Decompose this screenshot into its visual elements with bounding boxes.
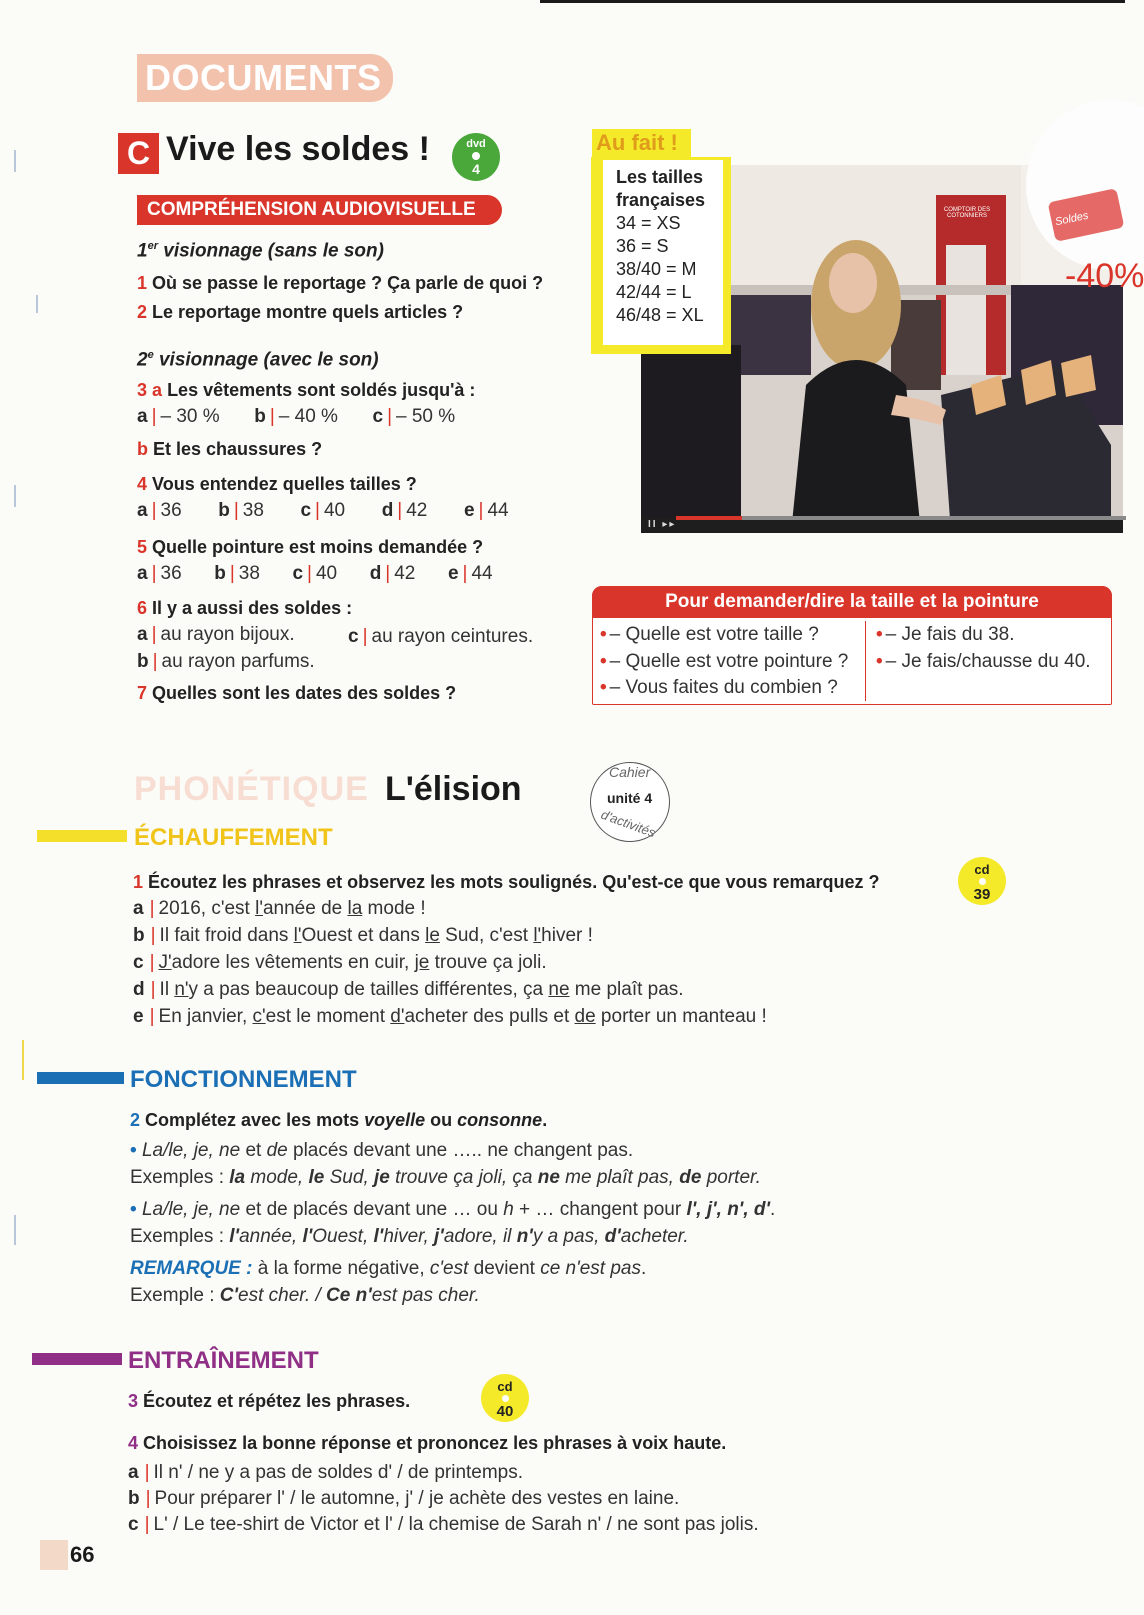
remark-text: devient	[468, 1258, 541, 1279]
sentence-part: trouve ça joli.	[429, 952, 547, 973]
option-bar: |	[387, 406, 393, 427]
sentence-c	[133, 952, 547, 974]
bullet-icon: •	[876, 624, 883, 645]
question-number: 1	[133, 872, 144, 892]
sentence-part: hiver !	[541, 925, 593, 946]
sentence-part: 2016, c'est	[158, 898, 256, 919]
option-bar: |	[150, 979, 156, 1000]
sale-sign: Soldes	[1054, 209, 1090, 229]
option-bar: |	[462, 563, 468, 584]
option-letter: b	[254, 406, 266, 427]
phrases-box-title: Pour demander/dire la taille et la pointure	[592, 586, 1112, 618]
example-text: acheter.	[620, 1226, 689, 1247]
echauffement-instruction	[133, 871, 880, 893]
question-number: 1	[137, 273, 148, 293]
option-bar: |	[149, 898, 155, 919]
example-text: adore, il	[443, 1226, 517, 1247]
cahier-bottom: d'activités	[599, 806, 658, 841]
example-label: Exemples :	[130, 1167, 230, 1188]
question-text: Les vêtements sont soldés jusqu'à :	[167, 380, 476, 400]
option-text: au rayon parfums.	[161, 651, 315, 672]
bullet-icon: •	[600, 624, 607, 645]
example-2	[130, 1226, 689, 1248]
page-number: 66	[70, 1542, 95, 1567]
sentence-letter: e	[133, 1006, 144, 1027]
phrases-divider	[865, 621, 866, 701]
rule-words: l', j', n', d'	[686, 1199, 770, 1220]
q4-options	[137, 500, 509, 522]
sentence-letter: c	[133, 952, 144, 973]
example-text: hiver,	[383, 1226, 435, 1247]
question-2	[137, 301, 463, 323]
option-bar: |	[150, 925, 156, 946]
rule-words: La/le, je, ne	[141, 1140, 241, 1161]
option-bar: |	[149, 952, 155, 973]
underlined-word: l'	[533, 925, 542, 946]
section-letter: C	[118, 133, 159, 174]
sentence-b	[133, 925, 593, 947]
option-bar: |	[315, 500, 320, 521]
example-text: y a pas,	[532, 1226, 605, 1247]
question-sub: b	[137, 439, 148, 459]
sentence-letter: a	[128, 1462, 139, 1483]
example-text: mode,	[245, 1167, 309, 1188]
store-sign: COMPTOIR DES COTONNIERS	[943, 207, 991, 219]
option-bar: |	[233, 500, 239, 521]
rule-text: et de placés devant une … ou	[240, 1199, 504, 1220]
phonetique-title: L'élision	[385, 770, 522, 808]
example-3	[130, 1285, 480, 1307]
sentence-part: Ouest et dans	[301, 925, 426, 946]
question-4	[137, 473, 417, 495]
example-bold: l'	[229, 1226, 240, 1247]
question-6	[137, 597, 352, 619]
video-progress-track[interactable]	[676, 516, 1126, 520]
comprehension-banner: COMPRÉHENSION AUDIOVISUELLE	[137, 195, 502, 225]
rule-2	[130, 1199, 775, 1221]
bullet-icon: •	[600, 677, 607, 698]
option-text: au rayon ceintures.	[371, 626, 534, 647]
option-letter: a	[137, 563, 148, 584]
option-letter: a	[137, 406, 148, 427]
sentence-part: année de	[262, 898, 348, 919]
cd-39-badge	[958, 857, 1006, 905]
disc-icon	[472, 152, 480, 160]
remark-word: ce n'est pas	[540, 1258, 642, 1279]
phrase-text: – Quelle est votre taille ?	[609, 624, 819, 645]
viewing1-title-a: 1	[137, 240, 148, 262]
phonetique-label: PHONÉTIQUE	[134, 770, 369, 808]
option-bar: |	[362, 626, 368, 647]
option-letter: c	[292, 563, 304, 584]
option-letter: c	[372, 406, 384, 427]
sentence-part: acheter des pulls et	[404, 1006, 575, 1027]
question-number: 3	[128, 1391, 139, 1411]
size-line: 36 = S	[616, 236, 669, 256]
size-line: 34 = XS	[616, 213, 681, 233]
underlined-word: J'	[158, 952, 172, 973]
underlined-word: je	[414, 952, 430, 973]
phrase-left-3	[600, 677, 838, 699]
example-bold: l'	[373, 1226, 384, 1247]
viewing1-title-b: visionnage (sans le son)	[157, 240, 384, 262]
example-bold: j'	[434, 1226, 444, 1247]
example-text: est cher. /	[238, 1285, 327, 1306]
remark-word: c'est	[429, 1258, 469, 1279]
cd-40-badge	[481, 1374, 529, 1422]
cd-label: cd	[497, 1379, 513, 1394]
discount-sign: -40%	[1065, 257, 1144, 295]
sentence-part: est le moment	[265, 1006, 391, 1027]
option-bar: |	[397, 500, 403, 521]
margin-mark	[14, 150, 16, 172]
underlined-word: l'	[293, 925, 302, 946]
sentence-part: Sud, c'est	[439, 925, 534, 946]
underlined-word: le	[425, 925, 440, 946]
sentence-e	[133, 1006, 767, 1028]
sentence-part: me plaît pas.	[569, 979, 684, 1000]
bullet-icon: •	[600, 651, 607, 672]
option-letter: b	[137, 651, 149, 672]
sentence-letter: a	[133, 898, 144, 919]
question-text: Vous entendez quelles tailles ?	[152, 474, 417, 494]
question-number: 2	[130, 1110, 141, 1130]
remark-text: .	[641, 1258, 647, 1279]
example-bold: C'	[219, 1285, 239, 1306]
option-text: 42	[394, 563, 416, 584]
question-1	[137, 272, 543, 294]
sentence-part: porter un manteau !	[595, 1006, 767, 1027]
aufait-sizes	[603, 160, 723, 345]
option-bar: |	[229, 563, 235, 584]
rule-1	[130, 1140, 633, 1162]
option-text: 42	[406, 500, 428, 521]
entrainement-sentence-b	[128, 1488, 679, 1510]
instruction-text: ou	[425, 1110, 458, 1130]
rule-words: La/le, je, ne	[141, 1199, 241, 1220]
example-bold: je	[374, 1167, 390, 1188]
fonctionnement-stripe	[37, 1072, 124, 1084]
sizes-title-line: françaises	[616, 190, 706, 210]
option-text: 44	[471, 563, 493, 584]
phrase-text: – Vous faites du combien ?	[609, 677, 838, 698]
example-text: me plaît pas,	[559, 1167, 680, 1188]
underlined-word: la	[347, 898, 363, 919]
instruction-word: consonne	[457, 1110, 543, 1130]
example-text: année,	[239, 1226, 303, 1247]
option-text: 44	[487, 500, 509, 521]
rule-text: .	[770, 1199, 776, 1220]
option-bar: |	[269, 406, 275, 427]
sentence-letter: b	[128, 1488, 140, 1509]
sizes-title-line: Les tailles	[616, 167, 704, 187]
entrainement-stripe	[32, 1353, 122, 1365]
question-5	[137, 536, 483, 558]
option-letter: c	[300, 500, 312, 521]
play-pause-icon[interactable]: II ▸▸	[648, 519, 677, 530]
dvd-badge	[452, 133, 500, 181]
remark	[130, 1258, 646, 1280]
option-bar: |	[152, 651, 158, 672]
option-bar: |	[307, 563, 312, 584]
remark-text: à la forme négative,	[252, 1258, 430, 1279]
entrainement-sentence-a	[128, 1462, 523, 1484]
sentence-letter: c	[128, 1514, 139, 1535]
option-bar: |	[151, 500, 157, 521]
size-line: 38/40 = M	[616, 259, 697, 279]
q6-option-b	[137, 651, 315, 673]
margin-mark	[22, 1040, 24, 1080]
viewing2-title-a: 2	[137, 349, 148, 371]
question-3b	[137, 438, 322, 460]
question-number: 4	[128, 1433, 139, 1453]
cd-number: 39	[973, 886, 991, 903]
remark-label: REMARQUE :	[130, 1258, 253, 1279]
sentence-part: En janvier,	[158, 1006, 253, 1027]
instruction-word: voyelle	[364, 1110, 426, 1130]
margin-mark	[14, 1215, 16, 1245]
example-text: est pas cher.	[371, 1285, 480, 1306]
option-text: 38	[238, 563, 260, 584]
entrainement-heading: ENTRAÎNEMENT	[128, 1347, 319, 1374]
fonctionnement-heading: FONCTIONNEMENT	[130, 1066, 357, 1093]
viewing1-title-sup: er	[147, 240, 158, 252]
dvd-label: dvd	[466, 138, 486, 150]
underlined-word: n'	[174, 979, 189, 1000]
aufait-label: Au fait !	[592, 129, 691, 157]
cahier-unit: unité 4	[607, 790, 653, 806]
example-text: Ouest,	[312, 1226, 374, 1247]
sentence-a	[133, 898, 426, 920]
sentence-part: adore les vêtements en cuir,	[171, 952, 415, 973]
example-bold: Ce n'	[326, 1285, 372, 1306]
phrase-left-1	[600, 624, 819, 646]
sentence-part: y a pas beaucoup de tailles différentes, ça	[188, 979, 549, 1000]
cd-label: cd	[974, 862, 990, 877]
question-7	[137, 682, 456, 704]
viewing2-title	[137, 349, 379, 371]
option-text: 40	[323, 500, 346, 521]
question-text: Quelles sont les dates des soldes ?	[152, 683, 457, 703]
option-letter: e	[463, 500, 475, 521]
sentence-part: Il	[159, 979, 175, 1000]
example-bold: le	[308, 1167, 325, 1188]
sentence-text: Il n' / ne y a pas de soldes d' / de printemps.	[153, 1462, 524, 1483]
question-number: 2	[137, 302, 148, 322]
question-text: Le reportage montre quels articles ?	[152, 302, 464, 322]
example-text: trouve ça joli, ça	[389, 1167, 538, 1188]
example-bold: de	[679, 1167, 702, 1188]
phrase-right-1	[876, 624, 1015, 646]
fonctionnement-instruction	[130, 1109, 547, 1131]
option-letter: e	[447, 563, 459, 584]
question-number: 3	[137, 380, 148, 400]
bullet-icon: •	[876, 651, 883, 672]
option-bar: |	[151, 624, 157, 645]
q5-options	[137, 563, 493, 585]
sentence-text: L' / Le tee-shirt de Victor et l' / la chemise de Sarah n' / ne sont pas jolis.	[153, 1514, 759, 1535]
option-text: – 30 %	[160, 406, 220, 427]
option-letter: b	[214, 563, 226, 584]
option-bar: |	[478, 500, 484, 521]
underlined-word: l'	[255, 898, 263, 919]
entrainement-q3	[128, 1390, 410, 1412]
bullet-icon: •	[130, 1199, 137, 1220]
option-bar: |	[149, 1006, 155, 1027]
option-letter: a	[137, 624, 148, 645]
option-text: 38	[242, 500, 264, 521]
margin-mark	[14, 485, 16, 507]
option-bar: |	[144, 1462, 150, 1483]
sentence-letter: d	[133, 979, 145, 1000]
rule-text: placés devant une ….. ne changent pas.	[287, 1140, 634, 1161]
entrainement-sentence-c	[128, 1514, 759, 1536]
option-text: 36	[160, 500, 182, 521]
size-line: 42/44 = L	[616, 282, 692, 302]
phrase-text: – Quelle est votre pointure ?	[609, 651, 849, 672]
question-3a	[137, 379, 475, 401]
question-number: 7	[137, 683, 148, 703]
option-text: 36	[160, 563, 182, 584]
option-letter: d	[381, 500, 394, 521]
question-text: Écoutez les phrases et observez les mots soulignés. Qu'est-ce que vous remarquez ?	[148, 872, 880, 892]
option-text: – 40 %	[278, 406, 338, 427]
q6-option-c	[348, 626, 533, 648]
sentence-part: mode !	[362, 898, 426, 919]
dvd-number: 4	[472, 161, 480, 177]
q6-option-a	[137, 624, 295, 646]
underlined-word: d'	[390, 1006, 405, 1027]
q3-options	[137, 406, 455, 428]
underlined-word: ne	[548, 979, 570, 1000]
margin-mark	[36, 295, 38, 313]
option-bar: |	[385, 563, 391, 584]
documents-banner: DOCUMENTS	[137, 54, 393, 102]
example-text: porter.	[701, 1167, 761, 1188]
bullet-icon: •	[130, 1140, 137, 1161]
cahier-top: Cahier	[609, 764, 651, 780]
question-text: Et les chaussures ?	[153, 439, 323, 459]
sentence-letter: b	[133, 925, 145, 946]
entrainement-q4	[128, 1432, 726, 1454]
question-text: Où se passe le reportage ? Ça parle de quoi ?	[152, 273, 544, 293]
sentence-d	[133, 979, 684, 1001]
question-sub: a	[152, 380, 163, 400]
cd-number: 40	[496, 1403, 514, 1420]
option-bar: |	[144, 1514, 150, 1535]
instruction-text: .	[542, 1110, 548, 1130]
sentence-text: Pour préparer l' / le automne, j' / je achète des vestes en laine.	[154, 1488, 680, 1509]
option-letter: b	[218, 500, 230, 521]
section-title: Vive les soldes !	[166, 130, 430, 168]
question-number: 5	[137, 537, 148, 557]
question-number: 4	[137, 474, 148, 494]
echauffement-heading: ÉCHAUFFEMENT	[134, 824, 333, 851]
disc-icon	[502, 1395, 509, 1402]
example-bold: d'	[604, 1226, 621, 1247]
example-label: Exemple :	[130, 1285, 220, 1306]
question-text: Quelle pointure est moins demandée ?	[152, 537, 484, 557]
viewing2-title-b: visionnage (avec le son)	[153, 349, 379, 371]
viewing2-title-sup: e	[147, 349, 154, 361]
sentence-part: Il fait froid dans	[159, 925, 294, 946]
option-bar: |	[145, 1488, 151, 1509]
instruction-text: Complétez avec les mots	[145, 1110, 365, 1130]
option-letter: c	[348, 626, 359, 647]
option-bar: |	[151, 406, 157, 427]
question-text: Il y a aussi des soldes :	[152, 598, 353, 618]
example-bold: la	[229, 1167, 246, 1188]
phrase-text: – Je fais du 38.	[885, 624, 1015, 645]
example-label: Exemples :	[130, 1226, 230, 1247]
phrase-right-2	[876, 651, 1091, 673]
page-tab	[40, 1540, 68, 1570]
viewing1-title	[137, 240, 384, 262]
option-letter: d	[369, 563, 382, 584]
video-progress-fill	[676, 516, 742, 520]
question-text: Écoutez et répétez les phrases.	[143, 1391, 411, 1411]
underlined-word: de	[574, 1006, 596, 1027]
example-bold: l'	[302, 1226, 313, 1247]
example-text: Sud,	[324, 1167, 375, 1188]
option-text: au rayon bijoux.	[160, 624, 295, 645]
size-line: 46/48 = XL	[616, 305, 704, 325]
underlined-word: c'	[252, 1006, 266, 1027]
question-number: 6	[137, 598, 148, 618]
rule-words: de	[266, 1140, 288, 1161]
example-bold: ne	[537, 1167, 560, 1188]
example-1	[130, 1167, 761, 1189]
echauffement-stripe	[37, 830, 127, 842]
rule-words: h	[503, 1199, 514, 1220]
disc-icon	[979, 878, 986, 885]
rule-text: et	[240, 1140, 267, 1161]
phrase-text: – Je fais/chausse du 40.	[885, 651, 1091, 672]
option-letter: a	[137, 500, 148, 521]
phrase-left-2	[600, 651, 848, 673]
option-text: 40	[315, 563, 338, 584]
option-bar: |	[151, 563, 157, 584]
question-text: Choisissez la bonne réponse et prononcez les phrases à voix haute.	[143, 1433, 727, 1453]
example-bold: n'	[516, 1226, 533, 1247]
top-rule	[540, 0, 1125, 3]
rule-text: + … changent pour	[513, 1199, 687, 1220]
option-text: – 50 %	[396, 406, 456, 427]
